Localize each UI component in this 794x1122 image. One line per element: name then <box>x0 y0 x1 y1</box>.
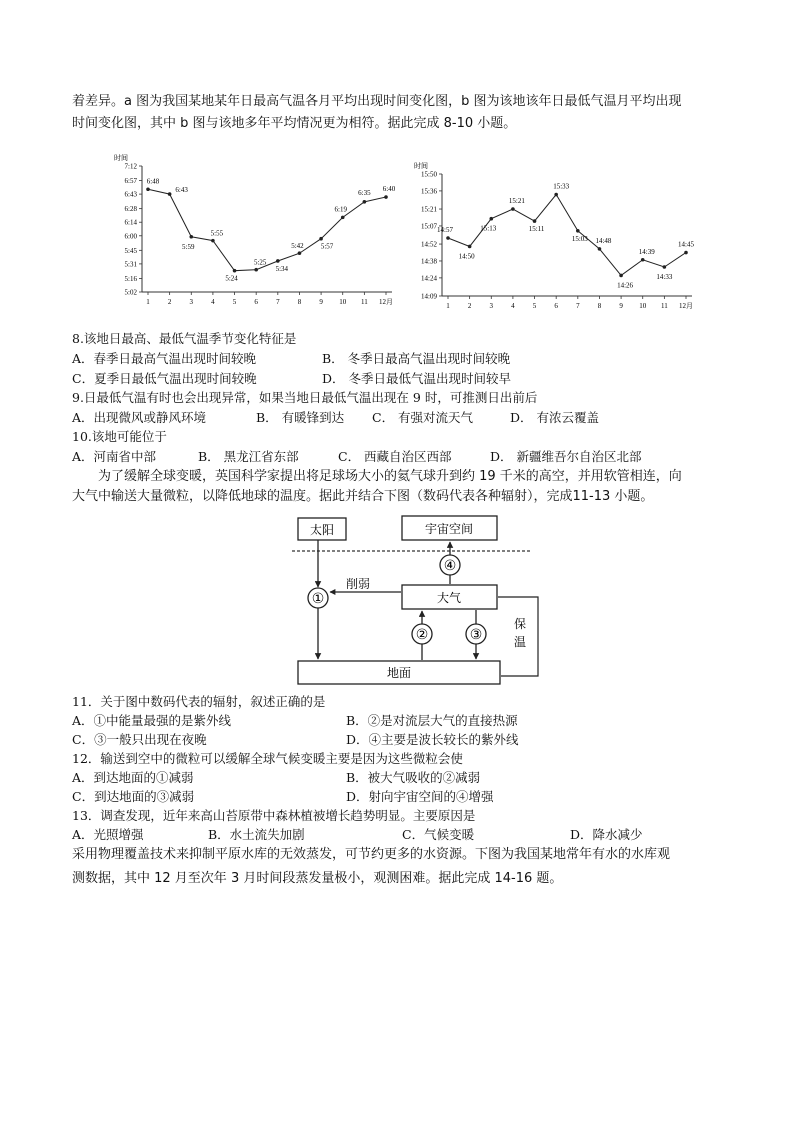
intro-line-2: 时间变化图，其中 b 图与该地多年平均情况更为相符。据此完成 8-10 小题。 <box>72 116 517 131</box>
chart-a-y-tick-label: 7:12 <box>124 162 137 171</box>
chart-a-point <box>319 237 323 241</box>
q11-option-d[interactable]: D．④主要是波长较长的紫外线 <box>346 732 519 747</box>
intro-line-1: 着差异。a 图为我国某地某年日最高气温各月平均出现时间变化图，b 图为该地该年日最低气温月平均出现 <box>72 94 682 109</box>
space-label: 宇宙空间 <box>424 522 474 536</box>
radiation-3-label: ③ <box>469 627 483 643</box>
chart-b-data-label: 14:50 <box>458 252 475 261</box>
chart-b-x-tick-label: 4 <box>511 302 515 310</box>
chart-b-x-tick-label: 12月 <box>679 302 693 310</box>
chart-b-x-tick-label: 2 <box>467 302 472 310</box>
chart-a-x-tick-label: 7 <box>276 298 280 306</box>
chart-a-point <box>168 192 172 196</box>
chart-b-x-tick-label: 5 <box>532 302 537 310</box>
chart-b-data-label: 14:57 <box>437 226 453 235</box>
chart-b-point <box>598 247 602 251</box>
chart-a-x-tick-label: 1 <box>146 298 150 306</box>
q11-stem: 11．关于图中数码代表的辐射，叙述正确的是 <box>72 694 326 709</box>
chart-a-data-label: 6:19 <box>334 205 347 214</box>
q11-option-c[interactable]: C．③一般只出现在夜晚 <box>72 732 207 747</box>
chart-a-point <box>298 251 302 255</box>
chart-b-data-label: 15:13 <box>480 224 497 233</box>
chart-a-y-tick-label: 5:31 <box>124 260 137 269</box>
chart-b-y-tick-label: 14:52 <box>421 240 437 249</box>
chart-b-data-label: 15:21 <box>508 197 525 206</box>
chart-a-x-tick-label: 5 <box>232 298 237 306</box>
chart-a-y-axis-label: 时间 <box>114 154 128 162</box>
q12-option-b[interactable]: B．被大气吸收的②减弱 <box>346 770 481 785</box>
chart-a-data-label: 5:59 <box>182 242 195 251</box>
chart-b-point <box>641 258 645 262</box>
weaken-label: 削弱 <box>346 577 371 591</box>
chart-a-data-label: 5:55 <box>210 229 224 238</box>
q9-option-d[interactable]: D． 有浓云覆盖 <box>510 410 599 425</box>
q8-option-b[interactable]: B． 冬季日最高气温出现时间较晚 <box>322 351 511 366</box>
chart-b-y-tick-label: 14:24 <box>421 274 437 283</box>
outro-line-2: 测数据，其中 12 月至次年 3 月时间段蒸发量极小，观测困难。据此完成 14-16 题。 <box>72 871 563 886</box>
chart-a-data-label: 5:34 <box>275 264 289 273</box>
q13-option-a[interactable]: A．光照增强 <box>72 827 144 842</box>
chart-b-y-tick-label: 15:36 <box>421 187 437 196</box>
chart-b-y-tick-label: 15:50 <box>421 170 437 179</box>
chart-b-y-axis-label: 时间 <box>414 162 428 170</box>
chart-a-point <box>276 259 280 263</box>
chart-b-point <box>619 274 623 278</box>
q12-option-d[interactable]: D．射向宇宙空间的④增强 <box>346 789 494 804</box>
chart-a-point <box>211 239 215 243</box>
chart-b-point <box>554 193 558 197</box>
chart-b-y-tick-label: 14:09 <box>421 292 437 301</box>
chart-b-point <box>489 217 493 221</box>
q10-option-d[interactable]: D． 新疆维吾尔自治区北部 <box>490 449 642 464</box>
chart-b-x-tick-label: 10 <box>639 302 647 310</box>
chart-b-x-tick-label: 1 <box>446 302 450 310</box>
chart-a-point <box>254 268 258 272</box>
radiation-1-label: ① <box>311 591 325 607</box>
chart-a-x-tick-label: 3 <box>189 298 194 306</box>
q8-option-d[interactable]: D． 冬季日最低气温出现时间较早 <box>322 371 511 386</box>
atmosphere-label: 大气 <box>436 591 462 605</box>
chart-a-x-tick-label: 12月 <box>379 298 393 306</box>
chart-b-point <box>468 245 472 249</box>
chart-b-y-tick-label: 15:07 <box>421 222 437 231</box>
chart-b-x-tick-label: 8 <box>597 302 602 310</box>
radiation-2-label: ② <box>415 627 429 643</box>
chart-a-y-tick-label: 6:14 <box>124 218 137 227</box>
chart-a-point <box>233 269 237 273</box>
chart-b-data-label: 15:03 <box>571 234 588 243</box>
q9-option-b[interactable]: B． 有暖锋到达 <box>256 410 345 425</box>
q10-option-a[interactable]: A．河南省中部 <box>72 449 157 464</box>
outro-line-1: 采用物理覆盖技术来抑制平原水库的无效蒸发，可节约更多的水资源。下图为我国某地常年有水的水库观 <box>72 847 671 862</box>
chart-b-x-tick-label: 3 <box>489 302 494 310</box>
q9-option-a[interactable]: A．出现微风或静风环境 <box>72 410 207 425</box>
chart-b-data-label: 14:48 <box>595 236 612 245</box>
chart-b-y-tick-label: 15:21 <box>421 205 437 214</box>
chart-a-y-tick-label: 6:28 <box>124 205 137 214</box>
chart-b-min-temp-time <box>412 158 702 310</box>
chart-b-point <box>663 265 667 269</box>
chart-a-x-tick-label: 2 <box>167 298 172 306</box>
chart-a-data-label: 6:48 <box>146 177 160 186</box>
chart-a-x-tick-label: 9 <box>319 298 323 306</box>
chart-a-point <box>363 200 367 204</box>
intro2-line-2: 大气中输送大量微粒，以降低地球的温度。据此并结合下图（数码代表各种辐射），完成11-13 小题。 <box>72 489 654 504</box>
chart-a-y-tick-label: 5:16 <box>124 274 137 283</box>
q9-option-c[interactable]: C． 有强对流天气 <box>372 410 474 425</box>
q8-option-a[interactable]: A．春季日最高气温出现时间较晚 <box>72 351 257 366</box>
chart-a-data-label: 5:42 <box>291 242 304 251</box>
chart-a-y-tick-label: 6:00 <box>124 232 137 241</box>
chart-a-data-label: 6:43 <box>175 186 188 195</box>
chart-b-x-tick-label: 9 <box>619 302 623 310</box>
chart-b-data-label: 15:11 <box>528 225 545 234</box>
chart-a-x-tick-label: 10 <box>339 298 347 306</box>
chart-a-y-tick-label: 6:57 <box>124 177 137 186</box>
chart-a-point <box>341 216 345 220</box>
radiation-4-label: ④ <box>443 558 457 574</box>
chart-b-point <box>576 229 580 233</box>
intro2-line-1: 为了缓解全球变暖，英国科学家提出将足球场大小的氦气球升到约 19 千米的高空，并用软管相连，向 <box>98 469 682 484</box>
q13-option-b[interactable]: B．水土流失加剧 <box>208 827 305 842</box>
chart-a-x-tick-label: 4 <box>211 298 215 306</box>
q9-stem: 9.日最低气温有时也会出现异常，如果当地日最低气温出现在 9 时，可推测日出前后 <box>72 390 538 405</box>
q11-option-a[interactable]: A．①中能量最强的是紫外线 <box>72 713 232 728</box>
q13-stem: 13．调查发现，近年来高山苔原带中森林植被增长趋势明显。主要原因是 <box>72 808 476 823</box>
chart-a-series-line <box>148 189 386 270</box>
chart-b-x-tick-label: 7 <box>576 302 580 310</box>
keep-warm-label-2: 温 <box>514 635 527 649</box>
q13-option-d[interactable]: D．降水减少 <box>570 827 643 842</box>
ground-label: 地面 <box>386 666 412 680</box>
chart-a-point <box>384 195 388 199</box>
chart-a-y-tick-label: 6:43 <box>124 190 137 199</box>
chart-b-point <box>684 251 688 255</box>
chart-a-data-label: 5:57 <box>320 242 334 251</box>
chart-b-data-label: 14:45 <box>678 240 694 249</box>
q10-option-b[interactable]: B． 黑龙江省东部 <box>198 449 299 464</box>
chart-b-data-label: 14:26 <box>617 281 634 290</box>
q12-option-c[interactable]: C．到达地面的③减弱 <box>72 789 195 804</box>
q8-stem: 8.该地日最高、最低气温季节变化特征是 <box>72 331 297 346</box>
chart-a-data-label: 6:40 <box>382 185 396 194</box>
chart-a-point <box>189 235 193 239</box>
chart-b-data-label: 15:33 <box>553 182 570 191</box>
chart-b-point <box>446 236 450 240</box>
keep-warm-label-1: 保 <box>514 617 527 631</box>
chart-a-data-label: 6:35 <box>358 188 371 197</box>
chart-a-max-temp-time <box>112 152 402 312</box>
chart-b-x-tick-label: 11 <box>660 302 668 310</box>
chart-a-x-tick-label: 6 <box>254 298 258 306</box>
q10-option-c[interactable]: C． 西藏自治区西部 <box>338 449 452 464</box>
chart-b-y-tick-label: 14:38 <box>421 257 437 266</box>
sun-label: 太阳 <box>309 523 335 537</box>
chart-a-x-tick-label: 8 <box>297 298 302 306</box>
chart-b-data-label: 14:33 <box>656 273 673 282</box>
chart-b-data-label: 14:39 <box>638 247 655 256</box>
chart-a-y-tick-label: 5:02 <box>124 288 137 297</box>
chart-a-data-label: 5:25 <box>253 258 267 267</box>
chart-b-series-line <box>448 195 686 276</box>
chart-b-point <box>511 207 515 211</box>
chart-b-x-tick-label: 6 <box>554 302 558 310</box>
q11-option-b[interactable]: B．②是对流层大气的直接热源 <box>346 713 518 728</box>
chart-a-y-tick-label: 5:45 <box>124 246 137 255</box>
radiation-diagram <box>290 512 540 692</box>
q13-option-c[interactable]: C．气候变暖 <box>402 827 475 842</box>
q12-option-a[interactable]: A．到达地面的①减弱 <box>72 770 194 785</box>
chart-b-point <box>533 219 537 223</box>
q10-stem: 10.该地可能位于 <box>72 429 167 444</box>
chart-a-point <box>146 187 150 191</box>
chart-a-x-tick-label: 11 <box>360 298 368 306</box>
q8-option-c[interactable]: C．夏季日最低气温出现时间较晚 <box>72 371 257 386</box>
q12-stem: 12．输送到空中的微粒可以缓解全球气候变暖主要是因为这些微粒会使 <box>72 751 463 766</box>
chart-a-data-label: 5:24 <box>225 274 238 283</box>
